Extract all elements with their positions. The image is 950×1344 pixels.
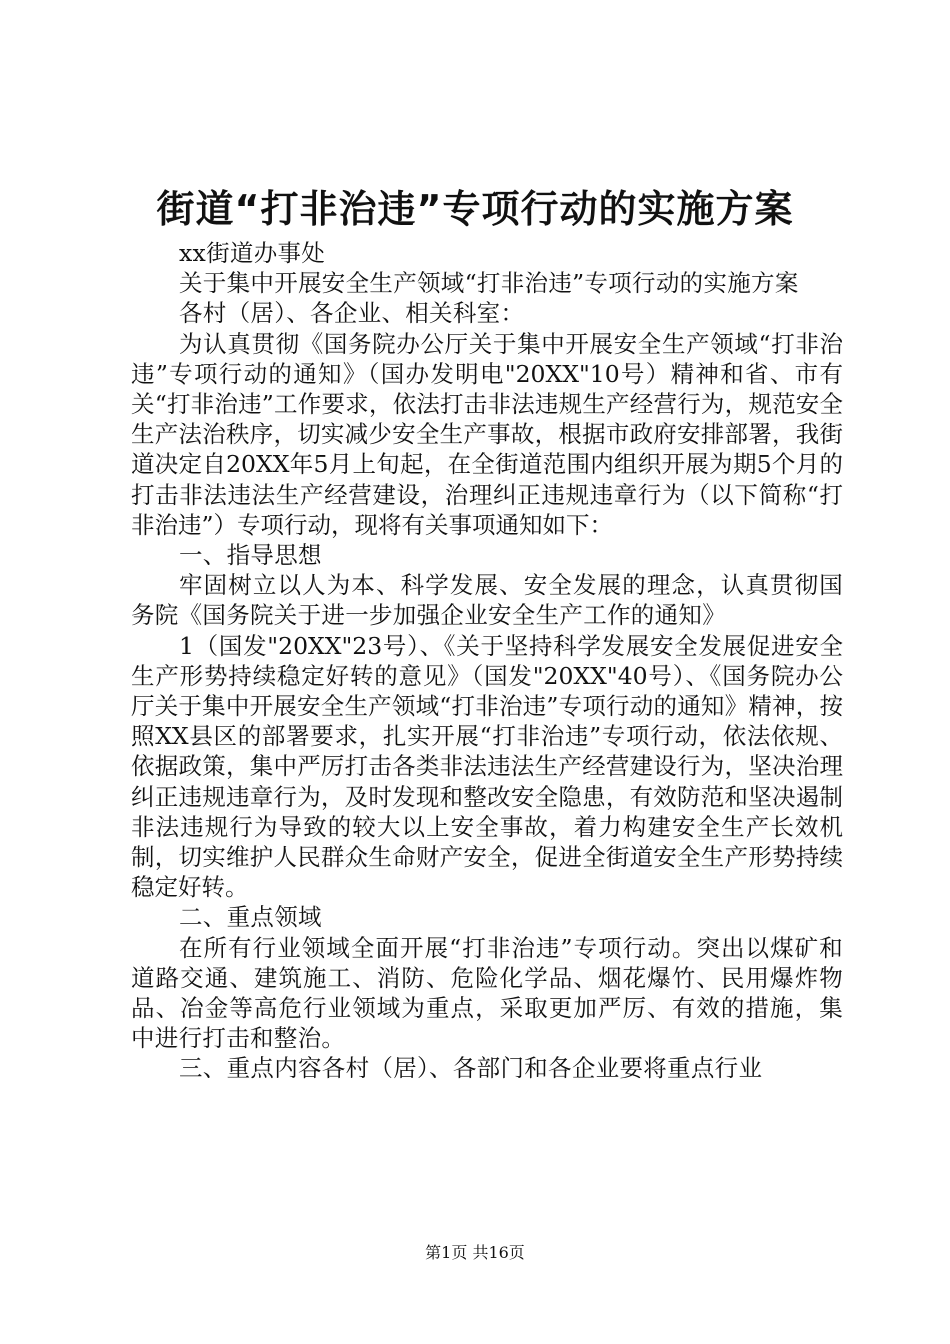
intro-paragraph: 为认真贯彻《国务院办公厅关于集中开展安全生产领域“打非治违”专项行动的通知》（国办发明电"20XX"10号）精神和省、市有关“打非治违”工作要求，依法打击非法违规生产经营行为，规范安全生产法治秩序，切实减少安全生产事故，根据市政府安排部署，我街道决定自20XX年5月上旬起，在全街道范围内组织开展为期5个月的打击非法违法生产经营建设，治理纠正违规违章行为（以下简称“打非治违”）专项行动，现将有关事项通知如下： — [131, 329, 843, 539]
guiding-ideology-paragraph: 牢固树立以人为本、科学发展、安全发展的理念，认真贯彻国务院《国务院关于进一步加强企业安全生产工作的通知》 — [131, 571, 843, 630]
document-body — [131, 238, 843, 1084]
document-title: 街道“打非治违”专项行动的实施方案 — [156, 187, 794, 231]
issuer-line: xx街道办事处 — [179, 239, 326, 267]
key-areas-paragraph: 在所有行业领域全面开展“打非治违”专项行动。突出以煤矿和道路交通、建筑施工、消防、危险化学品、烟花爆竹、民用爆炸物品、冶金等高危行业领域为重点，采取更加严厉、有效的措施，集中进行打击和整治。 — [131, 933, 843, 1053]
notice-subject: 关于集中开展安全生产领域“打非治违”专项行动的实施方案 — [179, 269, 799, 298]
guiding-ideology-continued: 1（国发"20XX"23号）、《关于坚持科学发展安全发展促进安全生产形势持续稳定好转的意见》（国发"20XX"40号）、《国务院办公厅关于集中开展安全生产领域“打非治违”专项行动的通知》精神，按照XX县区的部署要求，扎实开展“打非治违”专项行动，依法依规、依据政策，集中严厉打击各类非法违法生产经营建设行为，坚决治理纠正违规违章行为，及时发现和整改安全隐患，有效防范和坚决遏制非法违规行为导致的较大以上安全事故，着力构建安全生产长效机制，切实维护人民群众生命财产安全，促进全街道安全生产形势持续稳定好转。 — [131, 631, 843, 902]
section-heading-key-areas: 二、重点领域 — [179, 903, 322, 932]
section-heading-guiding-ideology: 一、指导思想 — [179, 541, 322, 570]
section-heading-key-content: 三、重点内容各村（居）、各部门和各企业要将重点行业 — [179, 1054, 763, 1083]
page-indicator: 第1页 共16页 — [425, 1243, 525, 1262]
recipients-line: 各村（居）、各企业、相关科室： — [179, 299, 525, 328]
